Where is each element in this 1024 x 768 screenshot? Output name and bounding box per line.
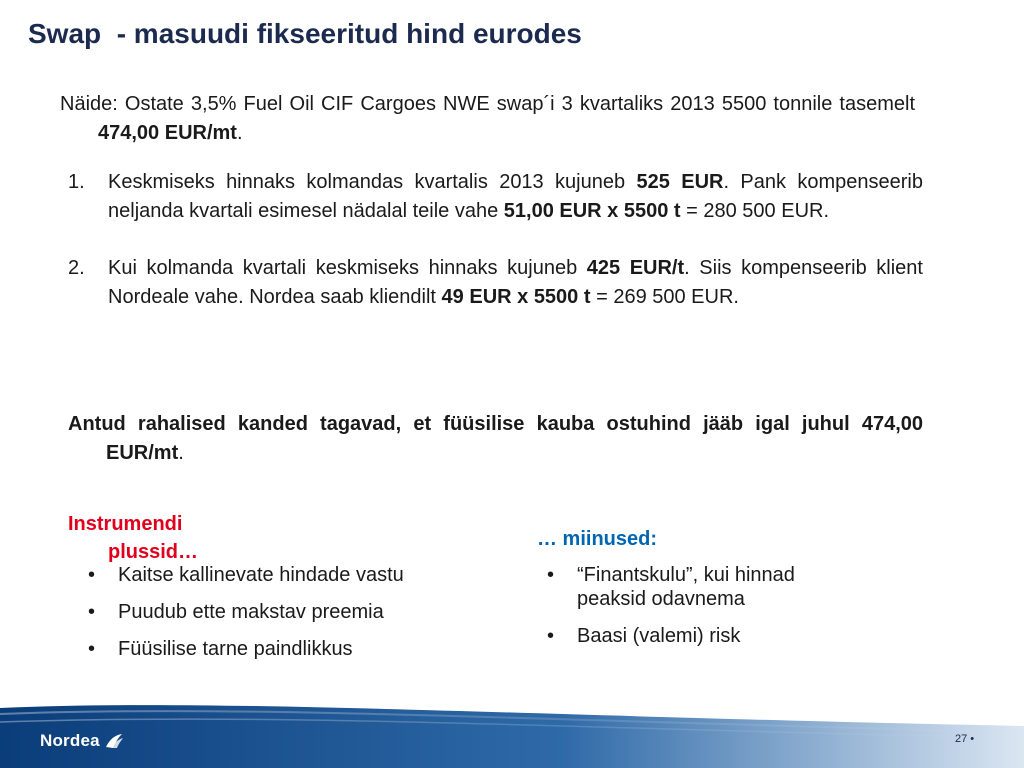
plus-heading-line2: plussid… xyxy=(108,541,199,563)
list-item xyxy=(88,563,448,587)
conclusion-paragraph xyxy=(68,410,923,468)
list-item xyxy=(88,637,448,661)
nordea-sail-icon xyxy=(104,733,124,749)
page-number: 27 • xyxy=(955,733,975,745)
point-bold: 525 EUR xyxy=(636,171,724,193)
point-text: . Siis kompenseerib klient Nordeale vahe. Nordea saab kliendilt xyxy=(108,257,923,308)
conclusion-tail: . xyxy=(178,442,184,464)
point-text: = 269 500 EUR. xyxy=(590,286,739,308)
point-bold: 425 EUR/t xyxy=(586,257,685,279)
point-bold: 51,00 EUR x 5500 t xyxy=(503,200,681,222)
point-text: = 280 500 EUR. xyxy=(680,200,830,222)
intro-tail: . xyxy=(236,122,243,144)
intro-text: Näide: Ostate 3,5% Fuel Oil CIF Cargoes NWE swap´i 3 kvartaliks 2013 5500 tonnile tasemelt xyxy=(60,93,915,115)
list-item xyxy=(547,624,867,648)
list-item-text: “Finantskulu”, kui hinnad peaksid odavnema xyxy=(577,564,795,610)
list-item xyxy=(547,563,867,611)
list-item-text: Baasi (valemi) risk xyxy=(577,625,741,647)
point-number: 2. xyxy=(68,257,85,279)
slide-title: Swap - masuudi fikseeritud hind eurodes xyxy=(28,18,582,49)
list-item-text: Puudub ette makstav preemia xyxy=(118,601,384,623)
logo-text: Nordea xyxy=(40,731,100,750)
list-item-text: Kaitse kallinevate hindade vastu xyxy=(118,564,404,586)
bullet-icon: • xyxy=(88,601,96,623)
point-text: Kui kolmanda kvartali keskmiseks hinnaks kujuneb xyxy=(108,257,587,279)
plus-list xyxy=(88,563,448,674)
bullet-icon: • xyxy=(547,564,555,586)
point-bold: 49 EUR x 5500 t xyxy=(441,286,591,308)
point-text: Keskmiseks hinnaks kolmandas kvartalis 2013 kujuneb xyxy=(108,171,637,193)
minus-heading: … miinused: xyxy=(537,528,658,550)
point-number: 1. xyxy=(68,171,85,193)
bullet-icon: • xyxy=(547,625,555,647)
plus-heading xyxy=(68,510,248,566)
numbered-points xyxy=(68,168,923,340)
minus-list xyxy=(547,563,867,661)
list-item-text: Füüsilise tarne paindlikkus xyxy=(118,638,353,660)
nordea-logo xyxy=(40,731,124,751)
point-2 xyxy=(68,254,923,312)
bullet-icon: • xyxy=(88,564,96,586)
intro-paragraph xyxy=(60,90,915,148)
conclusion-text: Antud rahalised kanded tagavad, et füüsilise kauba ostuhind jääb igal juhul 474,00 EUR/mt xyxy=(68,413,923,464)
list-item xyxy=(88,600,448,624)
plus-heading-line1: Instrumendi xyxy=(68,513,183,535)
bullet-icon: • xyxy=(88,638,96,660)
footer-wave-band xyxy=(0,690,1024,768)
intro-price: 474,00 EUR/mt xyxy=(98,122,237,144)
point-1 xyxy=(68,168,923,226)
point-text: . Pank kompenseerib neljanda kvartali esimesel nädalal teile vahe xyxy=(108,171,924,222)
